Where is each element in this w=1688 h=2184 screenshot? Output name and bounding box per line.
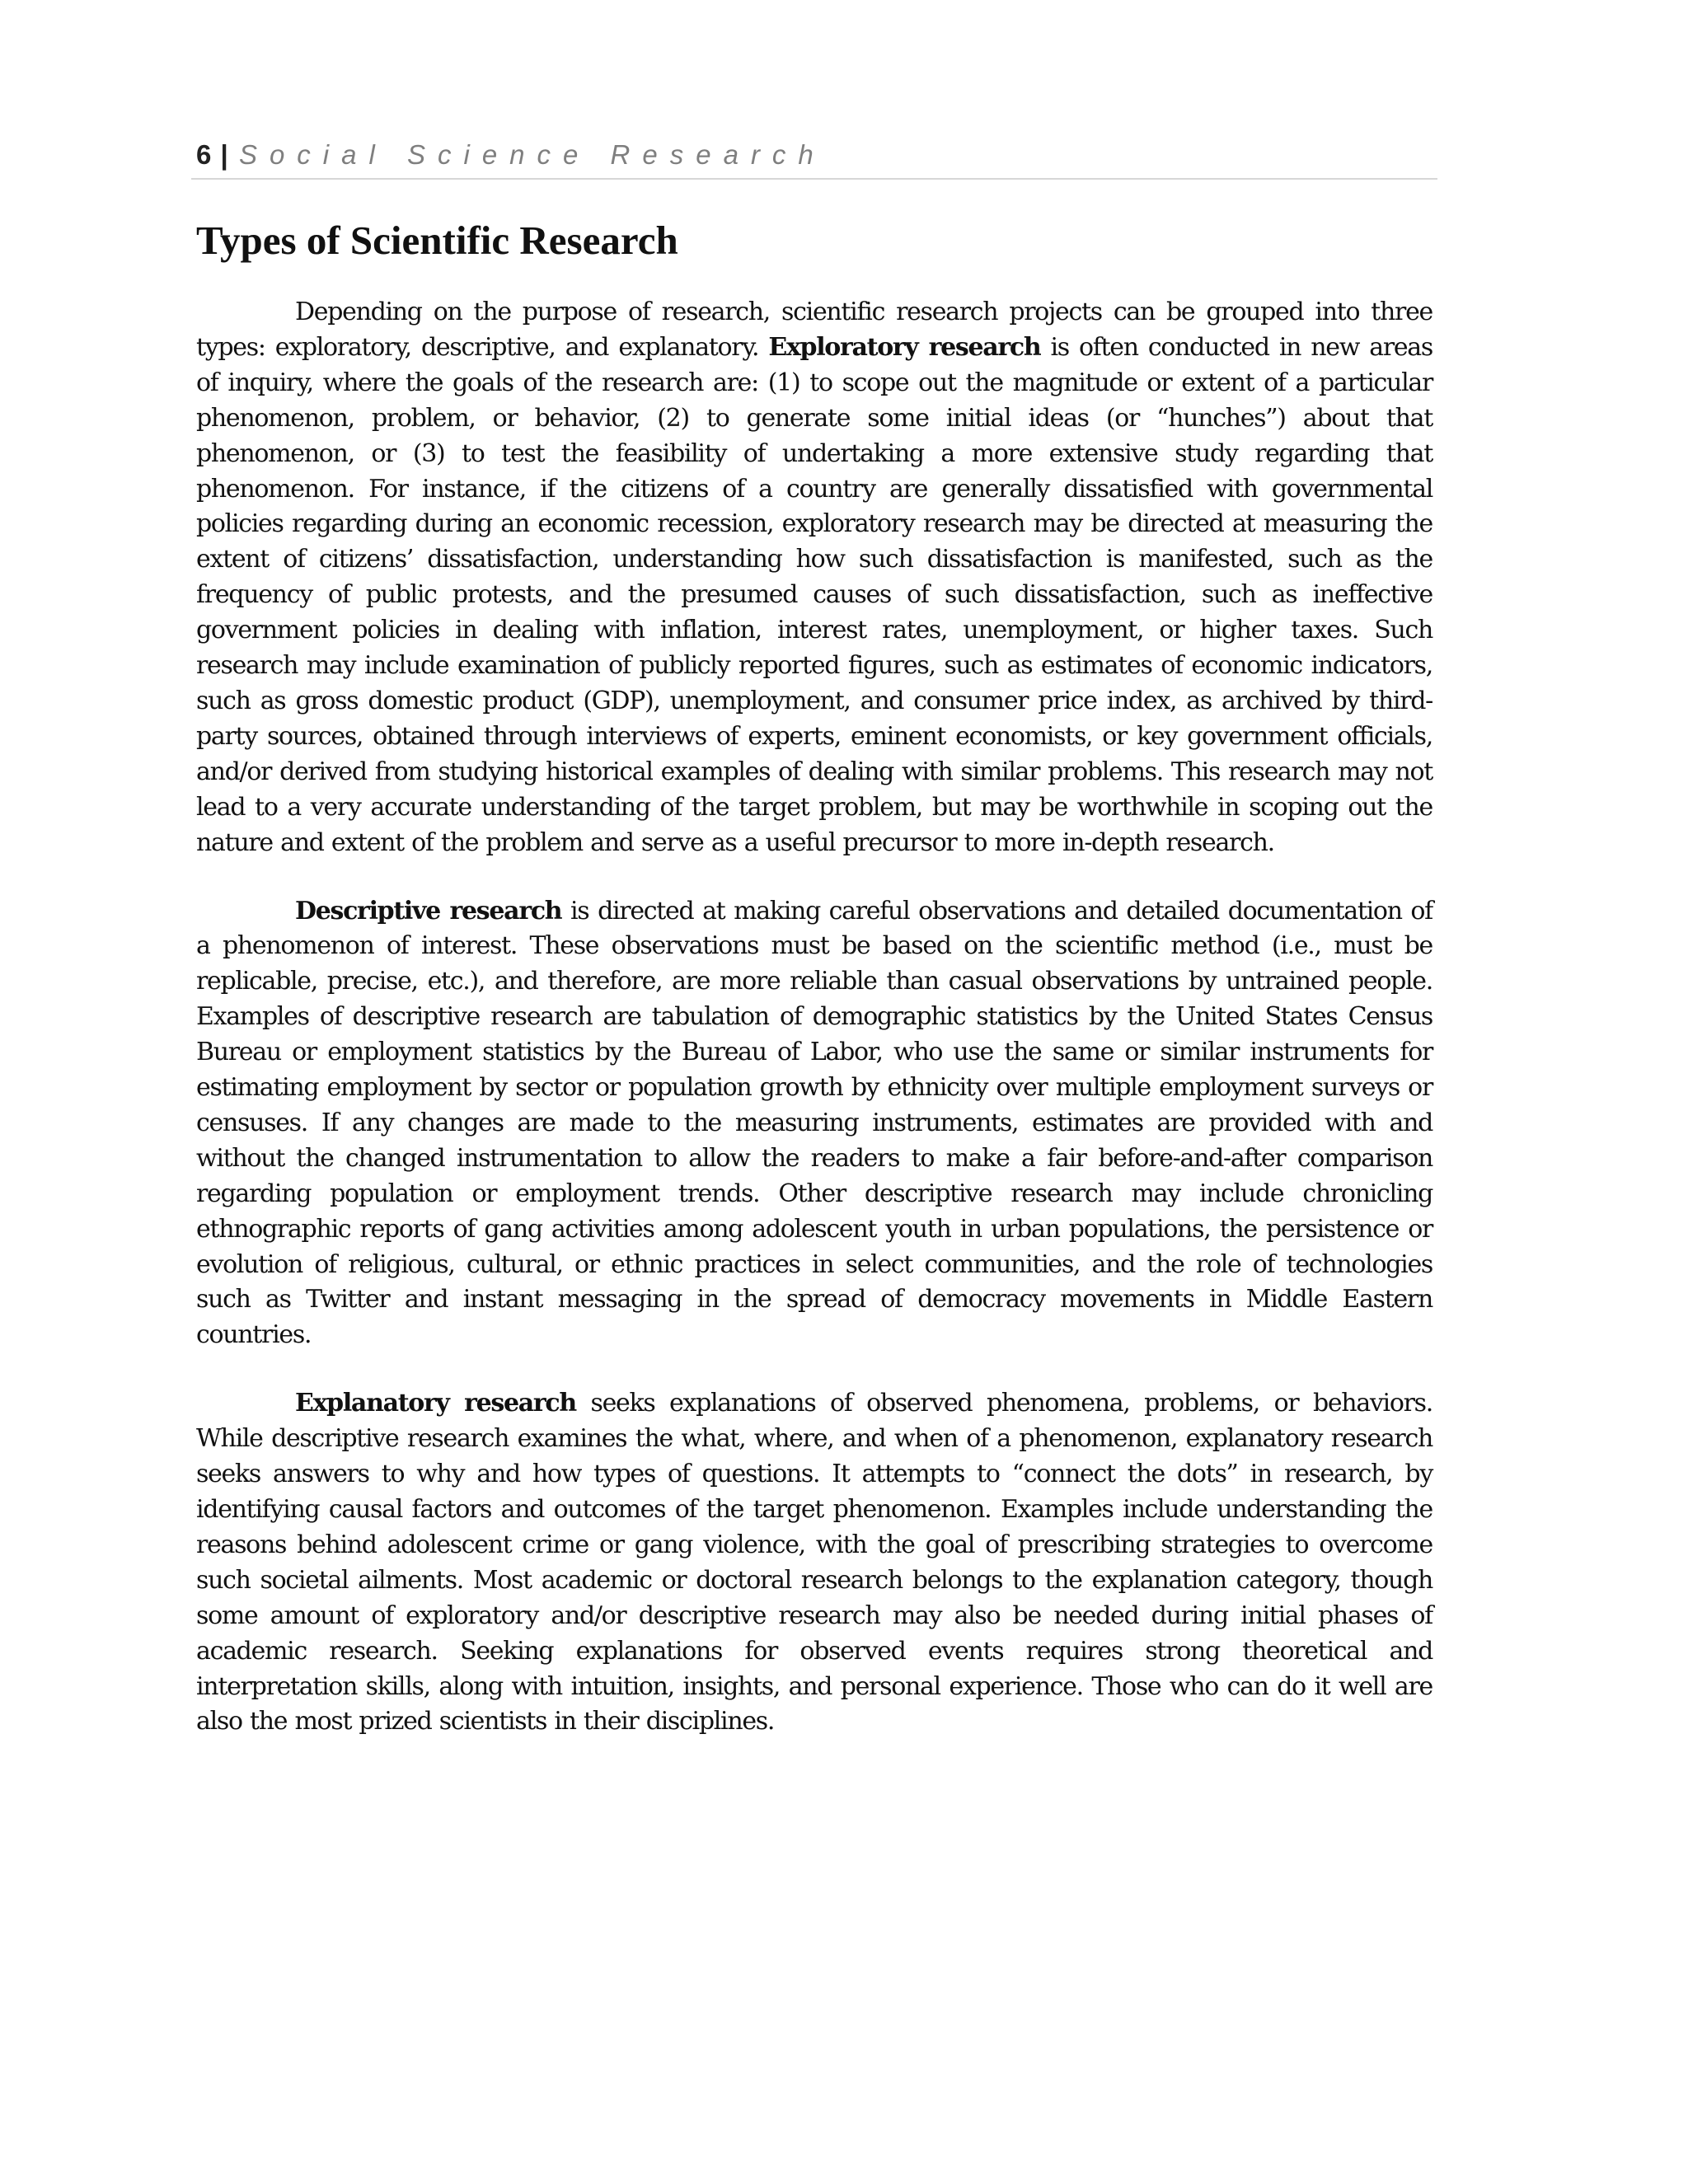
- paragraph-body-text: seeks explanations of observed phenomena, problems, or behaviors. While descriptive research examines the what, where, and when of a phenomenon, explanatory research seeks answers to why and how types of questions. It attempts to “connect the dots” in research, by identifying causal factors and outcomes of the target phenomenon. Examples include understanding the reasons behind adolescent crime or gang violence, with the goal of prescribing strategies to overcome such societal ailments. Most academic or doctoral research belongs to the explanation category, though some amount of exploratory and/or descriptive research may also be needed during initial phases of academic research. Seeking explanations for observed events requires strong theoretical and interpretation skills, along with intuition, insights, and personal experience. Those who can do it well are also the most prized scientists in their disciplines.: [196, 1389, 1432, 1736]
- term-exploratory-research: Exploratory research: [768, 332, 1041, 362]
- paragraph-explanatory: [196, 1386, 1432, 1740]
- paragraph-body-text: is directed at making careful observations and detailed documentation of a phenomenon of interest. These observations must be based on the scientific method (i.e., must be replicable, precise, etc.), and therefore, are more reliable than casual observations by untrained people. Examples of descriptive research are tabulation of demographic statistics by the United States Census Bureau or employment statistics by the Bureau of Labor, who use the same or similar instruments for estimating employment by sector or population growth by ethnicity over multiple employment surveys or censuses. If any changes are made to the measuring instruments, estimates are provided with and without the changed instrumentation to allow the readers to make a fair before-and-after comparison regarding population or employment trends. Other descriptive research may include chronicling ethnographic reports of gang activities among adolescent youth in urban populations, the persistence or evolution of religious, cultural, or ethnic practices in select communities, and the role of technologies such as Twitter and instant messaging in the spread of democracy movements in Middle Eastern countries.: [196, 896, 1432, 1350]
- paragraph-exploratory: [196, 295, 1432, 861]
- document-page: [196, 0, 1432, 2184]
- section-title: Types of Scientific Research: [196, 218, 678, 263]
- term-descriptive-research: Descriptive research: [295, 896, 562, 926]
- header-separator: |: [220, 139, 228, 170]
- body-text: [196, 295, 1432, 1773]
- paragraph-body-text: is often conducted in new areas of inquiry, where the goals of the research are: (1) to scope out the magnitude or extent of a particular phenomenon, problem, or behavior, (2) to generate some initial ideas (or “hunches”) about that phenomenon, or (3) to test the feasibility of undertaking a more extensive study regarding that phenomenon. For instance, if the citizens of a country are generally dissatisfied with governmental policies regarding during an economic recession, exploratory research may be directed at measuring the extent of citizens’ dissatisfaction, understanding how such dissatisfaction is manifested, such as the frequency of public protests, and the presumed causes of such dissatisfaction, such as ineffective government policies in dealing with inflation, interest rates, unemployment, or higher taxes. Such research may include examination of publicly reported figures, such as estimates of economic indicators, such as gross domestic product (GDP), unemployment, and consumer price index, as archived by third-party sources, obtained through interviews of experts, eminent economists, or key government officials, and/or derived from studying historical examples of dealing with similar problems. This research may not lead to a very accurate understanding of the target problem, but may be worthwhile in scoping out the nature and extent of the problem and serve as a useful precursor to more in-depth research.: [196, 332, 1432, 857]
- paragraph-descriptive: [196, 894, 1432, 1354]
- running-book-title: Social Science Research: [238, 139, 826, 170]
- header-rule: [191, 178, 1437, 180]
- term-explanatory-research: Explanatory research: [295, 1389, 576, 1418]
- page-number: 6: [196, 139, 212, 170]
- paragraph-intro-text: Depending on the purpose of research, scientific research projects can be grouped into three types: exploratory, descriptive, and explanatory.: [196, 298, 1432, 362]
- running-header: [196, 137, 1432, 173]
